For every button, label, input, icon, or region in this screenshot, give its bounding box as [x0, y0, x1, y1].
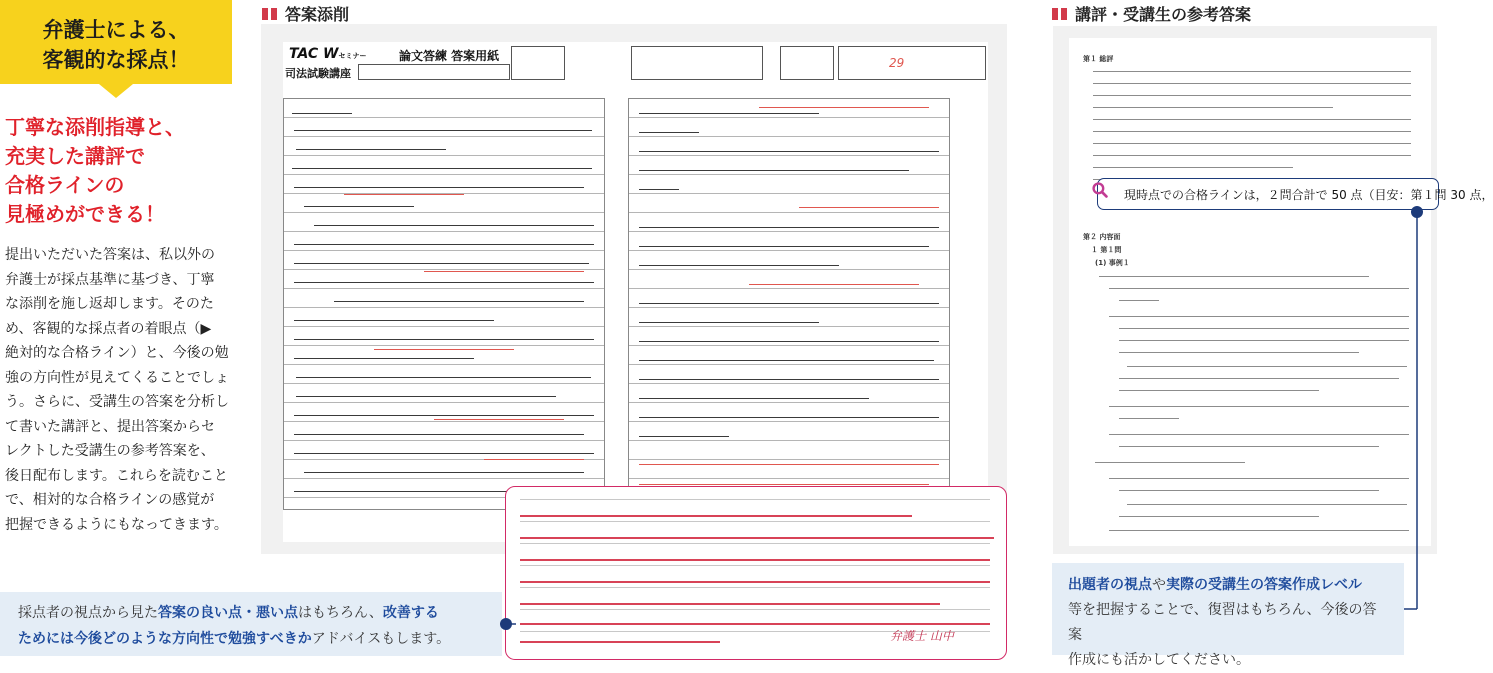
section-marker-icon: [271, 8, 277, 20]
magnifier-icon: [1092, 182, 1108, 198]
callout-text: 出題者の視点や実際の受講生の答案作成レベル 等を把握することで、復習はもちろん、今後の答案 作成にも活かしてください。: [1068, 577, 1377, 668]
answer-column-right: [628, 98, 950, 510]
answer-sheet-section-title: 答案添削: [262, 2, 349, 25]
answer-sheet-image: [261, 24, 1007, 554]
comment-zoom: [505, 486, 1007, 660]
promo-badge: [0, 0, 232, 84]
description-line: 後日配布します。これらを読むこと: [5, 467, 228, 484]
description-line: 把握できるようにもなってきます。: [5, 516, 228, 533]
description-line: レクトした受講生の参考答案を、: [5, 443, 215, 459]
reference-section-title: 講評・受講生の参考答案: [1052, 2, 1251, 25]
description-line: う。さらに、受講生の答案を分析し: [5, 394, 229, 410]
callout-text: 採点者の視点から見た答案の良い点・悪い点はもちろん、改善する ためには今後どのような方向性で勉強すべきかアドバイスもします。: [18, 605, 451, 647]
badge-line-2: 客観的な採点！: [42, 48, 190, 72]
description-line: め、客観的な採点者の着眼点（▶: [5, 320, 212, 337]
section-marker-icon: [262, 8, 268, 20]
description-line: な添削を施し返却します。そのた: [5, 296, 214, 312]
description-line: 提出いただいた答案は、私以外の: [5, 247, 215, 263]
score-value: 29: [889, 56, 905, 70]
grader-advice-callout: [0, 592, 502, 656]
passing-line-text: 現時点での合格ラインは，２問合計で 50 点（目安：第１問 30 点，: [1124, 188, 1493, 202]
answer-column-left: [283, 98, 605, 510]
description: [5, 243, 233, 537]
headline-line-1: 丁寧な添削指導と、: [5, 115, 185, 139]
section-marker-icon: [1052, 8, 1058, 20]
badge-line-1: 弁護士による、: [42, 18, 190, 42]
passing-line-highlight: [1097, 178, 1493, 210]
subject-box: [631, 46, 763, 80]
description-line: 絶対的な合格ライン）と、今後の勉: [5, 345, 229, 361]
grader-box: [780, 46, 834, 80]
reference-answer-page: [1069, 38, 1431, 546]
review-usage-callout: [1052, 563, 1404, 668]
tac-logo: TAC Wセミナー: [289, 46, 367, 62]
headline-line-4: 見極めができる！: [5, 202, 165, 226]
id-box: [511, 46, 565, 80]
score-box: [838, 46, 986, 80]
name-box: [358, 64, 510, 80]
headline-line-2: 充実した講評で: [5, 144, 145, 168]
ref-heading: (1) 事例１: [1095, 259, 1130, 267]
grader-signature: 弁護士 山中: [890, 629, 954, 643]
ref-heading: 第１ 総評: [1083, 55, 1114, 63]
description-line: て書いた講評と、提出答案からセ: [5, 418, 215, 435]
form-title: 論文答練 答案用紙: [399, 49, 500, 63]
answer-sheet-header: [283, 42, 988, 90]
description-line: 弁護士が採点基準に基づき、丁寧: [5, 271, 215, 288]
ref-heading: 第２ 内容面: [1083, 233, 1121, 241]
ref-heading: １ 第１問: [1091, 246, 1122, 254]
badge-pointer: [99, 84, 133, 98]
description-line: で、相対的な合格ラインの感覚が: [5, 492, 215, 508]
headline-line-3: 合格ラインの: [5, 173, 125, 197]
description-line: 強の方向性が見えてくることでしょ: [5, 369, 229, 386]
section-marker-icon: [1061, 8, 1067, 20]
logo-subtitle: 司法試験講座: [285, 67, 351, 80]
answer-sheet-page: [283, 42, 988, 542]
